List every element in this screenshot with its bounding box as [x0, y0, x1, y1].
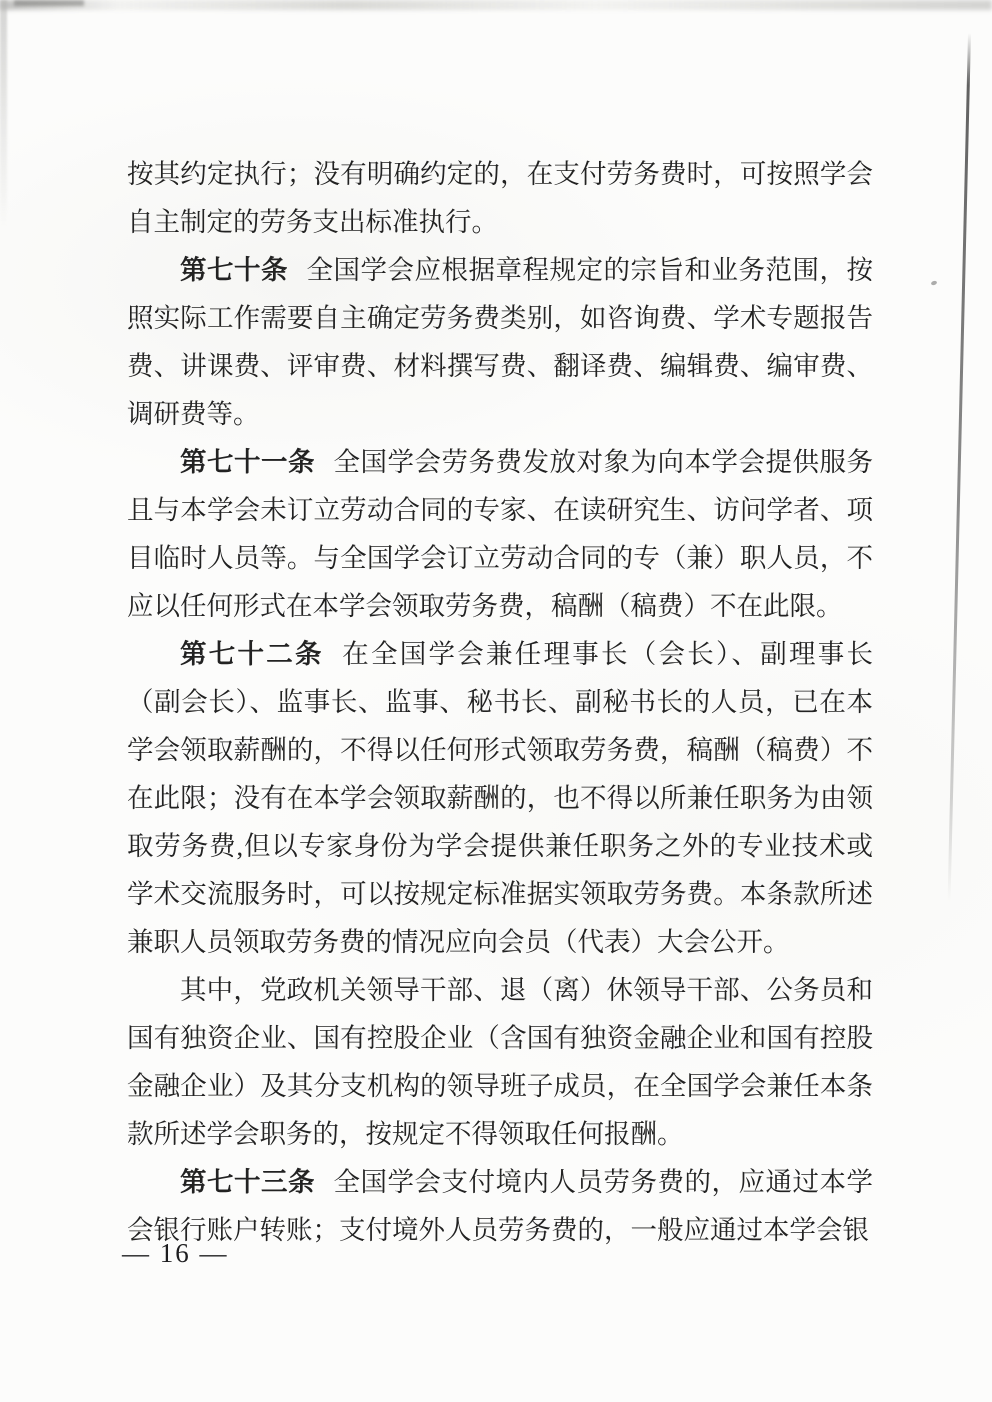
article-number: 第七十一条: [180, 447, 315, 477]
article-number: 第七十三条: [180, 1167, 315, 1197]
paragraph-continuation: [127, 150, 873, 246]
paragraph-article-70: [127, 246, 873, 438]
document-body: [127, 150, 873, 1254]
scan-artifact-top-left-streak: [14, 0, 84, 6]
paragraph-text: 在全国学会兼任理事长（会长）、副理事长（副会长）、监事长、监事、秘书长、副秘书长的人员，已在本学会领取薪酬的，不得以任何形式领取劳务费，稿酬（稿费）不在此限；没有在本学会领取薪酬的，也不得以所兼任职务为由领取劳务费,但以专家身份为学会提供兼任职务之外的专业技术或学术交流服务时，可以按规定标准据实领取劳务费。本条款所述兼职人员领取劳务费的情况应向会员（代表）大会公开。: [127, 639, 874, 957]
paragraph-article-73: [127, 1158, 873, 1254]
paragraph-article-71: [127, 438, 873, 630]
paragraph-qizhong: [127, 966, 873, 1158]
paragraph-text: 其中，党政机关领导干部、退（离）休领导干部、公务员和国有独资企业、国有控股企业（含国有独资金融企业和国有控股金融企业）及其分支机构的领导班子成员，在全国学会兼任本条款所述学会职务的，按规定不得领取任何报酬。: [127, 975, 873, 1149]
scan-artifact-left-edge: [0, 0, 7, 230]
paragraph-text: 全国学会劳务费发放对象为向本学会提供服务且与本学会未订立劳动合同的专家、在读研究生、访问学者、项目临时人员等。与全国学会订立劳动合同的专（兼）职人员，不应以任何形式在本学会领取劳务费，稿酬（稿费）不在此限。: [127, 447, 874, 621]
paragraph-text: 全国学会支付境内人员劳务费的，应通过本学会银行账户转账；支付境外人员劳务费的，一般应通过本学会银: [127, 1167, 874, 1245]
article-number: 第七十条: [180, 255, 288, 285]
scan-artifact-vertical-line: [948, 33, 971, 903]
page-number: — 16 —: [122, 1238, 229, 1268]
scan-artifact-top-band: [0, 0, 992, 10]
paragraph-text: 全国学会应根据章程规定的宗旨和业务范围，按照实际工作需要自主确定劳务费类别，如咨询费、学术专题报告费、讲课费、评审费、材料撰写费、翻译费、编辑费、编审费、调研费等。: [127, 255, 874, 429]
scan-artifact-speck: [930, 280, 937, 286]
paragraph-article-72: [127, 630, 873, 966]
paragraph-text: 按其约定执行；没有明确约定的，在支付劳务费时，可按照学会自主制定的劳务支出标准执行。: [127, 159, 873, 237]
article-number: 第七十二条: [180, 639, 324, 669]
